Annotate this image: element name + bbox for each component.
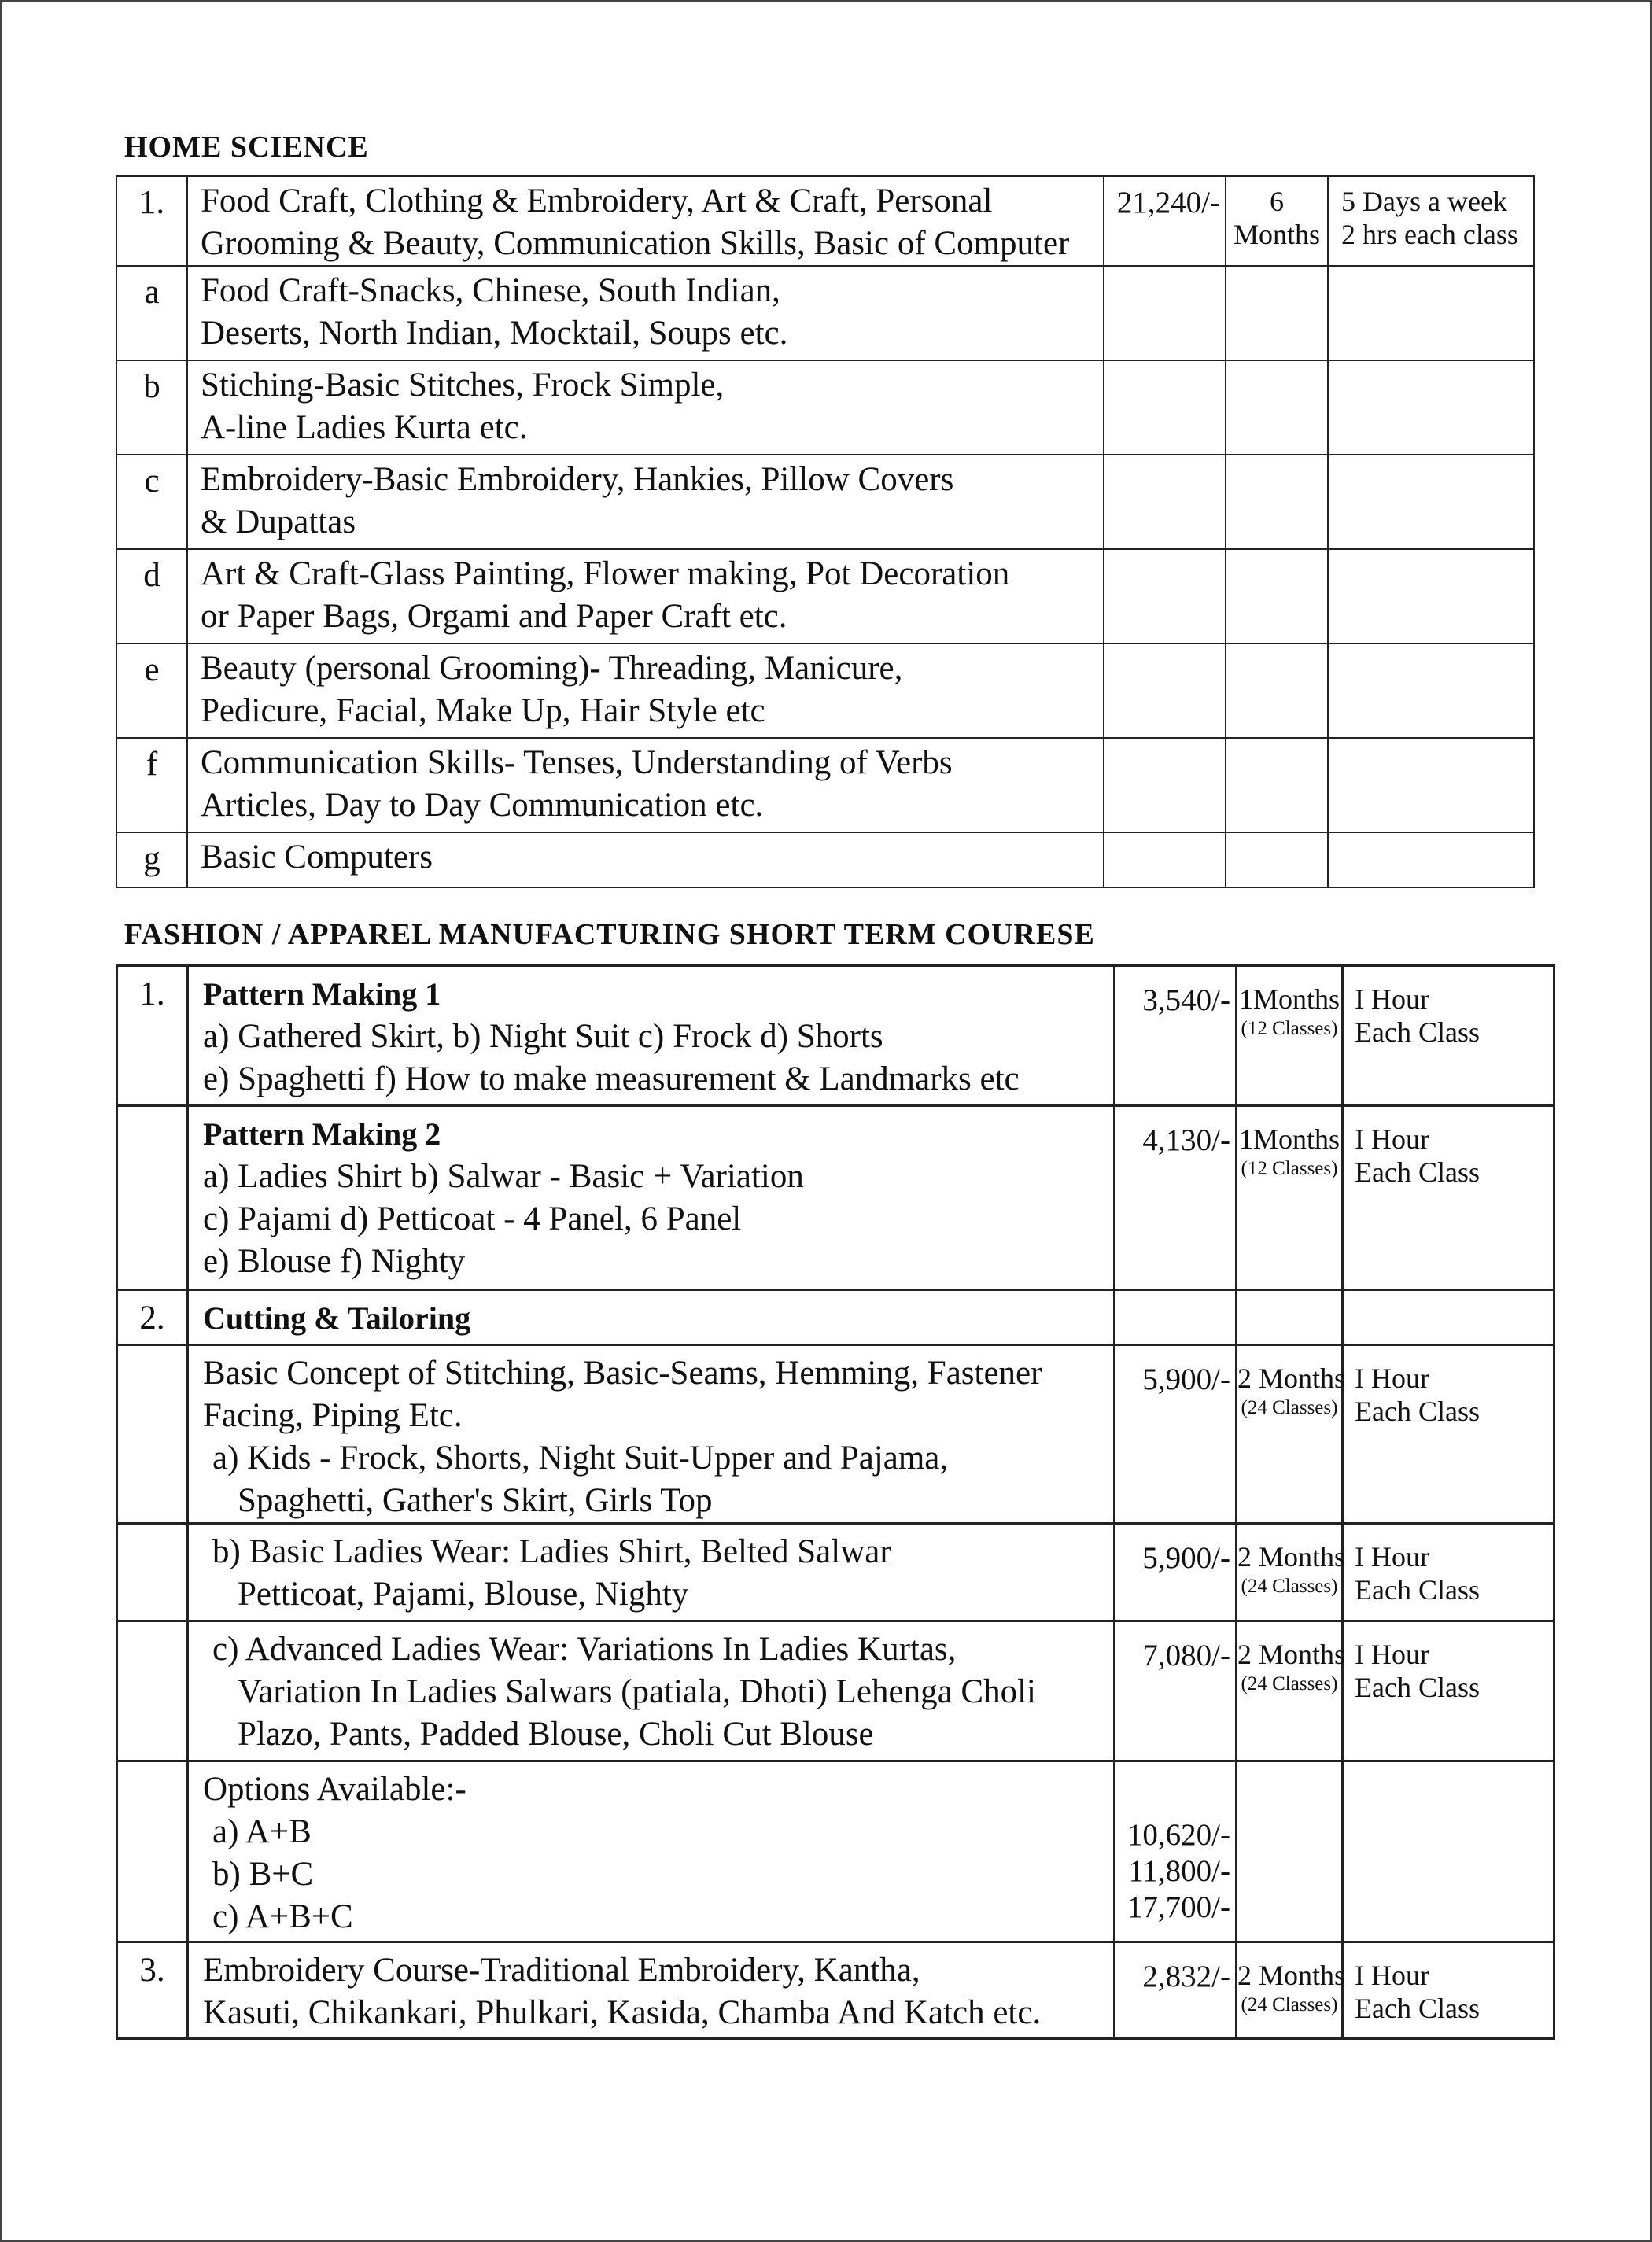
table-row [117, 1621, 1554, 1761]
class-schedule [1343, 1524, 1554, 1621]
class-schedule [1343, 1106, 1554, 1290]
description-line: Beauty (personal Grooming)- Threading, Manicure, [201, 650, 903, 687]
row-number: b [116, 360, 187, 455]
schedule-line: 2 hrs each class [1341, 219, 1518, 250]
description-line: b) Basic Ladies Wear: Ladies Shirt, Belted Salwar [212, 1533, 891, 1570]
course-duration [1226, 455, 1328, 549]
course-duration [1237, 1345, 1346, 1524]
duration-months: 1Months [1238, 983, 1340, 1015]
home-science-table [116, 175, 1535, 888]
description-line: Options Available:- [203, 1771, 466, 1808]
course-description [187, 643, 1104, 738]
class-schedule [1328, 643, 1534, 738]
description-line: e) Blouse f) Nighty [203, 1243, 466, 1280]
fee-amount: 3,540/- [1142, 983, 1230, 1017]
course-fee [1115, 1942, 1237, 2039]
class-schedule [1328, 360, 1534, 455]
description-line: a) A+B [212, 1813, 312, 1850]
table-row [117, 966, 1554, 1106]
schedule-line: 5 Days a week [1341, 186, 1507, 217]
description-line: c) Advanced Ladies Wear: Variations In Ladies Kurtas, [212, 1631, 957, 1668]
course-duration [1237, 1524, 1346, 1621]
description-line: Grooming & Beauty, Communication Skills, Basic of Computer [201, 225, 1070, 262]
table-row [116, 266, 1534, 360]
description-line: Basic Concept of Stitching, Basic-Seams, Hemming, Fastener [203, 1355, 1042, 1392]
description-line: a) Gathered Skirt, b) Night Suit c) Frock d) Shorts [203, 1018, 883, 1055]
description-line: Stiching-Basic Stitches, Frock Simple, [201, 367, 725, 404]
schedule-line: I Hour [1355, 1639, 1429, 1670]
description-line: Kasuti, Chikankari, Phulkari, Kasida, Chamba And Katch etc. [203, 1994, 1042, 2031]
schedule-line: I Hour [1355, 1363, 1429, 1394]
course-description [188, 1524, 1115, 1621]
class-schedule [1343, 1761, 1554, 1942]
table-row [117, 1106, 1554, 1290]
row-number: d [116, 549, 187, 643]
fee-amount: 2,832/- [1142, 1960, 1230, 1993]
course-duration [1226, 266, 1328, 360]
row-number: e [116, 643, 187, 738]
row-number [117, 1621, 188, 1761]
duration-months: 1Months [1238, 1123, 1340, 1155]
course-title: Pattern Making 2 [203, 1116, 441, 1152]
description-line: A-line Ladies Kurta etc. [201, 409, 528, 446]
course-duration [1226, 738, 1328, 832]
description-line: c) Pajami d) Petticoat - 4 Panel, 6 Panel [203, 1200, 742, 1237]
course-description [187, 360, 1104, 455]
class-count: (24 Classes) [1241, 1673, 1338, 1694]
course-description [188, 1290, 1115, 1345]
course-duration [1237, 1621, 1346, 1761]
course-fee [1115, 1345, 1237, 1524]
table-row [116, 176, 1534, 266]
fee-amount: 7,080/- [1142, 1639, 1230, 1672]
description-line: Pedicure, Facial, Make Up, Hair Style etc [201, 692, 765, 729]
class-schedule [1328, 738, 1534, 832]
duration-months: 2 Months [1237, 1639, 1346, 1670]
table-row [116, 738, 1534, 832]
course-fee [1115, 1106, 1237, 1290]
class-schedule [1328, 176, 1534, 266]
schedule-line: Each Class [1355, 1156, 1480, 1188]
fashion-heading: FASHION / APPAREL MANUFACTURING SHORT TERM COURESE [124, 918, 1095, 951]
class-schedule [1343, 966, 1554, 1106]
course-description [187, 266, 1104, 360]
course-description [188, 1942, 1115, 2039]
course-description [188, 1106, 1115, 1290]
course-fee [1104, 455, 1226, 549]
description-line: Facing, Piping Etc. [203, 1397, 463, 1434]
description-line: e) Spaghetti f) How to make measurement & Landmarks etc [203, 1060, 1020, 1097]
schedule-line: Each Class [1355, 1396, 1480, 1427]
fee-amount: 10,620/- [1127, 1818, 1230, 1852]
course-description [187, 832, 1104, 887]
home-science-heading: HOME SCIENCE [124, 131, 369, 164]
description-line: Communication Skills- Tenses, Understanding of Verbs [201, 744, 953, 781]
fashion-course-table [116, 964, 1555, 2040]
course-description [187, 738, 1104, 832]
row-number [117, 1106, 188, 1290]
table-row [117, 1290, 1554, 1345]
fee-amount: 11,800/- [1128, 1854, 1230, 1888]
description-line: Food Craft-Snacks, Chinese, South Indian, [201, 272, 780, 309]
course-description [187, 455, 1104, 549]
class-count: (24 Classes) [1241, 1397, 1338, 1418]
course-fee [1104, 643, 1226, 738]
schedule-line: I Hour [1355, 1123, 1429, 1155]
description-line: Petticoat, Pajami, Blouse, Nighty [238, 1576, 689, 1613]
course-fee [1104, 266, 1226, 360]
description-line: a) Kids - Frock, Shorts, Night Suit-Upper and Pajama, [212, 1440, 949, 1477]
description-line: Deserts, North Indian, Mocktail, Soups etc. [201, 315, 788, 352]
description-line: Basic Computers [201, 839, 433, 876]
schedule-line: Each Class [1355, 1574, 1480, 1606]
description-line: a) Ladies Shirt b) Salwar - Basic + Variation [203, 1158, 804, 1195]
table-row [116, 549, 1534, 643]
description-line: b) B+C [212, 1856, 314, 1893]
schedule-line: I Hour [1355, 1960, 1429, 1991]
course-title: Cutting & Tailoring [203, 1300, 471, 1336]
schedule-line: Each Class [1355, 1016, 1480, 1048]
class-schedule [1328, 266, 1534, 360]
course-fee [1115, 1524, 1237, 1621]
course-duration [1237, 966, 1343, 1106]
table-row [116, 832, 1534, 887]
description-line: or Paper Bags, Orgami and Paper Craft etc. [201, 598, 787, 635]
class-count: (12 Classes) [1241, 1018, 1338, 1039]
schedule-line: I Hour [1355, 1541, 1429, 1573]
duration-months: 2 Months [1237, 1363, 1346, 1394]
description-line: Embroidery-Basic Embroidery, Hankies, Pillow Covers [201, 461, 954, 498]
fee-amount: 5,900/- [1142, 1541, 1230, 1575]
description-line: Food Craft, Clothing & Embroidery, Art & Craft, Personal [201, 183, 993, 219]
description-line: Articles, Day to Day Communication etc. [201, 787, 764, 824]
course-duration [1237, 1106, 1343, 1290]
row-number [117, 1345, 188, 1524]
row-number: 1. [117, 966, 188, 1106]
course-description [188, 966, 1115, 1106]
course-fee [1104, 832, 1226, 887]
course-description [188, 1761, 1115, 1942]
class-schedule [1343, 1345, 1554, 1524]
table-row [116, 643, 1534, 738]
schedule-line: Each Class [1355, 1993, 1480, 2024]
table-row [116, 360, 1534, 455]
row-number [117, 1524, 188, 1621]
course-fee: 21,240/- [1104, 176, 1226, 266]
description-line: & Dupattas [201, 503, 356, 540]
class-count: (24 Classes) [1241, 1994, 1338, 2015]
course-fee [1115, 1761, 1237, 1942]
course-duration [1226, 360, 1328, 455]
course-duration [1237, 1761, 1343, 1942]
fee-amount: 5,900/- [1142, 1363, 1230, 1396]
class-schedule [1328, 549, 1534, 643]
row-number: g [116, 832, 187, 887]
table-row [117, 1942, 1554, 2039]
table-row [117, 1524, 1554, 1621]
course-duration: 6 Months [1226, 176, 1328, 266]
course-duration [1237, 1942, 1346, 2039]
course-title: Pattern Making 1 [203, 976, 441, 1012]
row-number: a [116, 266, 187, 360]
row-number: 2. [117, 1290, 188, 1345]
course-fee [1104, 549, 1226, 643]
schedule-line: Each Class [1355, 1672, 1480, 1703]
course-fee [1104, 360, 1226, 455]
class-schedule [1328, 455, 1534, 549]
course-fee [1115, 966, 1237, 1106]
row-number: f [116, 738, 187, 832]
row-number: c [116, 455, 187, 549]
duration-months: 2 Months [1237, 1960, 1346, 1991]
class-schedule [1343, 1942, 1554, 2039]
course-fee [1115, 1621, 1237, 1761]
course-duration [1226, 549, 1328, 643]
description-line: Plazo, Pants, Padded Blouse, Choli Cut Blouse [238, 1716, 874, 1753]
course-duration [1237, 1290, 1343, 1345]
fee-amount: 4,130/- [1142, 1123, 1230, 1157]
class-count: (24 Classes) [1241, 1576, 1338, 1597]
row-number: 3. [117, 1942, 188, 2039]
course-description [187, 176, 1104, 266]
table-row [117, 1761, 1554, 1942]
course-fee [1115, 1290, 1237, 1345]
row-number: 1. [116, 176, 187, 266]
class-schedule [1328, 832, 1534, 887]
fee-amount: 17,700/- [1127, 1890, 1230, 1924]
description-line: Art & Craft-Glass Painting, Flower making, Pot Decoration [201, 555, 1010, 592]
table-row [116, 455, 1534, 549]
duration-months: 2 Months [1237, 1541, 1346, 1573]
course-duration [1226, 643, 1328, 738]
course-duration [1226, 832, 1328, 887]
description-line: c) A+B+C [212, 1898, 353, 1935]
table-row [117, 1345, 1554, 1524]
description-line: Spaghetti, Gather's Skirt, Girls Top [238, 1482, 713, 1519]
course-description [187, 549, 1104, 643]
description-line: Variation In Ladies Salwars (patiala, Dhoti) Lehenga Choli [238, 1673, 1036, 1710]
course-description [188, 1345, 1115, 1524]
schedule-line: I Hour [1355, 983, 1429, 1015]
course-fee [1104, 738, 1226, 832]
class-schedule [1343, 1621, 1554, 1761]
row-number [117, 1761, 188, 1942]
description-line: Embroidery Course-Traditional Embroidery, Kantha, [203, 1952, 920, 1989]
class-count: (12 Classes) [1241, 1158, 1338, 1179]
course-description [188, 1621, 1115, 1761]
class-schedule [1343, 1290, 1554, 1345]
